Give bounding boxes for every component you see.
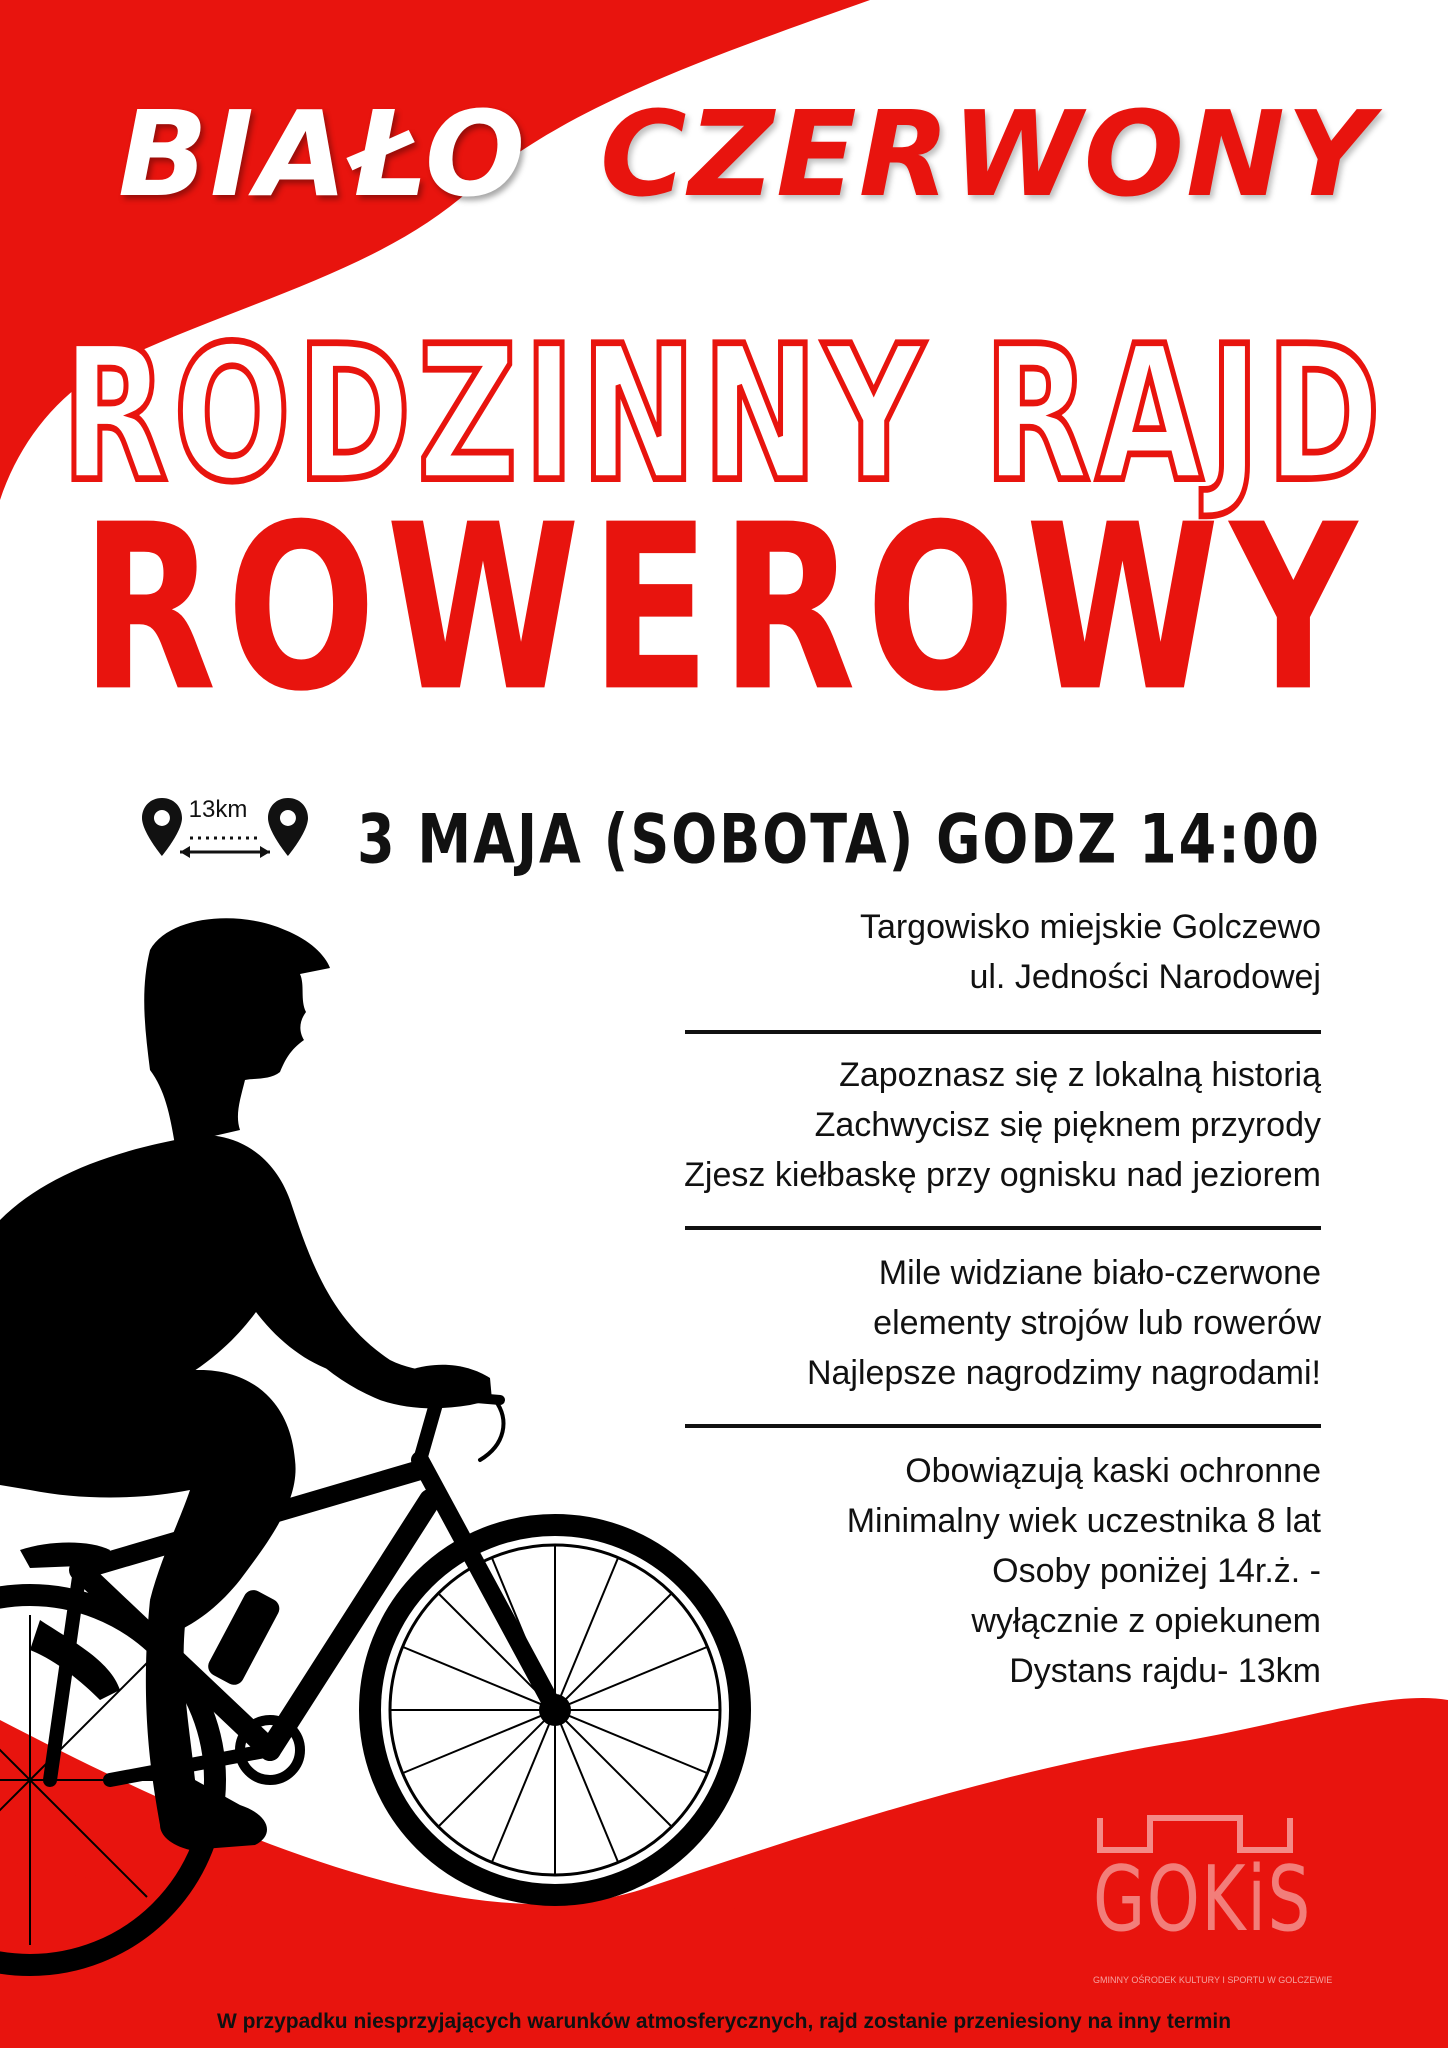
info-line: Zapoznasz się z lokalną historią: [839, 1056, 1321, 1094]
info-line: Mile widziane biało-czerwone: [878, 1254, 1321, 1292]
heading-line-2: ROWEROWY: [80, 475, 1368, 742]
distance-label: 13km: [188, 796, 248, 823]
title-word-white: BIAŁO: [118, 85, 528, 223]
footer-note: W przypadku niesprzyjających warunków atmosferycznych, rajd zostanie przeniesiony na inny termin: [216, 2010, 1232, 2033]
info-line: Zachwycisz się pięknem przyrody: [814, 1106, 1321, 1144]
cyclist-silhouette-icon: [0, 900, 820, 2048]
info-line: elementy strojów lub rowerów: [873, 1304, 1321, 1342]
title-word-red: CZERWONY: [600, 85, 1375, 223]
heading-line-1: RODZINNY RAJD: [61, 305, 1387, 524]
info-line: Dystans rajdu- 13km: [1009, 1652, 1321, 1690]
info-line: Zjesz kiełbaskę przy ognisku nad jeziorem: [684, 1156, 1321, 1194]
info-line: Najlepsze nagrodzimy nagrodami!: [806, 1354, 1321, 1392]
info-line: ul. Jedności Narodowej: [969, 958, 1321, 996]
info-block-location: [860, 902, 1321, 1002]
info-block-rules: [847, 1446, 1321, 1696]
info-line: Obowiązują kaski ochronne: [905, 1452, 1321, 1490]
info-line: Minimalny wiek uczestnika 8 lat: [846, 1502, 1321, 1540]
logo-text: GOKiS: [1093, 1847, 1312, 1952]
info-line: Targowisko miejskie Golczewo: [859, 908, 1321, 946]
info-line: Osoby poniżej 14r.ż. -: [992, 1552, 1321, 1590]
logo-caption: GMINNY OŚRODEK KULTURY I SPORTU W GOLCZEWIE: [1093, 1975, 1333, 1985]
info-block-dress-code: [807, 1248, 1321, 1398]
event-date-time: 3 MAJA (SOBOTA) GODZ 14:00: [357, 800, 1321, 879]
info-line: wyłącznie z opiekunem: [971, 1602, 1321, 1640]
